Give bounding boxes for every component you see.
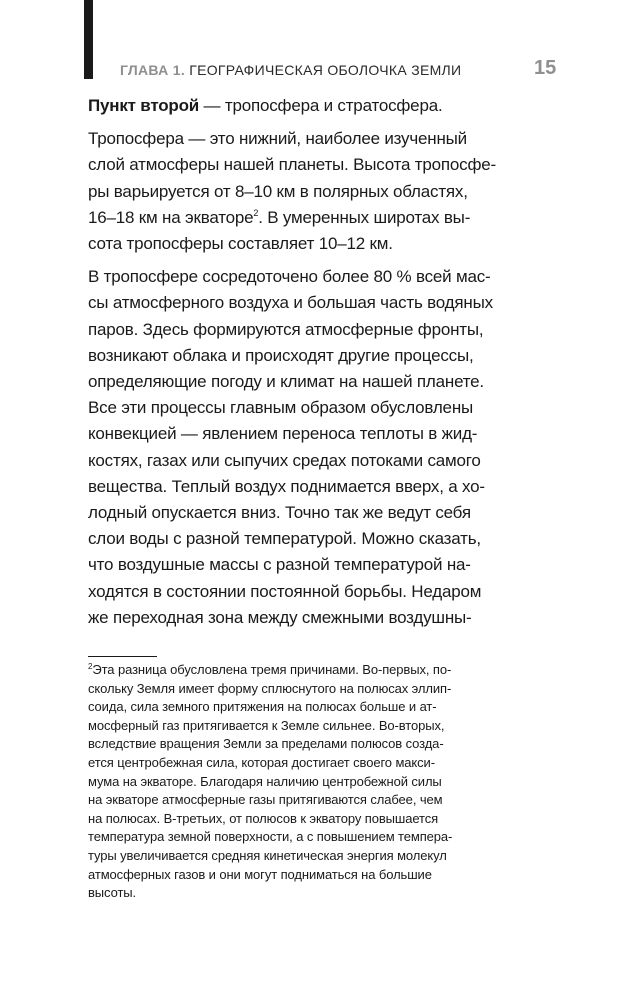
footnote-line: туры увеличивается средняя кинетическая энергия молекул: [88, 847, 447, 863]
text-line: [88, 205, 540, 231]
footnote-separator: [88, 656, 157, 657]
text-line: ры варьируется от 8–10 км в полярных областях,: [88, 181, 468, 201]
footnote-reference: 2: [253, 207, 259, 218]
text-segment: . В умеренных широтах вы-: [258, 207, 471, 227]
footnote: [88, 661, 543, 903]
footnote-line: вследствие вращения Земли за пределами полюсов созда-: [88, 736, 444, 752]
text-line: слои воды с разной температурой. Можно сказать,: [88, 529, 481, 549]
text-line: Тропосфера — это нижний, наиболее изученный: [88, 129, 467, 149]
section-heading-rest: — тропосфера и стратосфера.: [199, 96, 443, 115]
text-segment: 16–18 км на экваторе: [88, 207, 254, 227]
text-line: конвекцией — явлением переноса теплоты в жид-: [88, 424, 478, 444]
text-line: слой атмосферы нашей планеты. Высота тропосфе-: [88, 155, 496, 175]
footnote-text: Эта разница обусловлена тремя причинами. Во-первых, по-: [92, 662, 452, 677]
footnote-line: мума на экваторе. Благодаря наличию центробежной силы: [88, 773, 442, 789]
section-heading-paragraph: [88, 93, 540, 119]
chapter-label: ГЛАВА 1.: [120, 62, 186, 78]
text-line: сы атмосферного воздуха и большая часть водяных: [88, 293, 493, 313]
text-line: ходятся в состоянии постоянной борьбы. Недаром: [88, 581, 482, 601]
footnote-line: температура земной поверхности, а с повышением темпера-: [88, 829, 453, 845]
footnote-line: ется центробежная сила, которая достигает своего макси-: [88, 754, 435, 770]
text-line: возникают облака и происходят другие процессы,: [88, 345, 474, 365]
footnote-line: мосферный газ притягивается к Земле сильнее. Во-вторых,: [88, 717, 445, 733]
text-line: паров. Здесь формируются атмосферные фронты,: [88, 319, 484, 339]
text-line: лодный опускается вниз. Точно так же ведут себя: [88, 503, 471, 523]
text-line: Все эти процессы главным образом обусловлены: [88, 398, 474, 418]
text-line: В тропосфере сосредоточено более 80 % всей мас-: [88, 267, 491, 287]
footnote-marker: 2: [88, 662, 93, 671]
paragraph-2: [88, 264, 540, 631]
footnote-line: на экваторе атмосферные газы притягиваются слабее, чем: [88, 792, 443, 808]
footnote-line: высоты.: [88, 885, 137, 901]
footnote-line: скольку Земля имеет форму сплюснутого на полюсах эллип-: [88, 680, 452, 696]
text-line: вещества. Теплый воздух поднимается вверх, а хо-: [88, 476, 485, 496]
text-line: костях, газах или сыпучих средах потоками самого: [88, 450, 481, 470]
page-number: 15: [534, 57, 557, 79]
text-line: сота тропосферы составляет 10–12 км.: [88, 234, 393, 254]
footnote-line: на полюсах. В-третьих, от полюсов к экватору повышается: [88, 810, 439, 826]
text-line: [88, 93, 540, 119]
running-header: [120, 62, 461, 78]
footnote-line: [88, 661, 543, 680]
footnote-line: соида, сила земного притяжения на полюсах больше и ат-: [88, 699, 437, 715]
chapter-title: ГЕОГРАФИЧЕСКАЯ ОБОЛОЧКА ЗЕМЛИ: [189, 62, 462, 78]
section-heading: Пункт второй: [88, 96, 200, 115]
text-line: же переходная зона между смежными воздушны-: [88, 607, 472, 627]
footnote-line: атмосферных газов и они могут подниматься на большие: [88, 866, 432, 882]
chapter-marker-bar: [84, 0, 93, 79]
text-line: определяющие погоду и климат на нашей планете.: [88, 372, 484, 392]
paragraph-1: [88, 126, 540, 257]
main-text: [88, 93, 540, 638]
text-line: что воздушные массы с разной температурой на-: [88, 555, 471, 575]
